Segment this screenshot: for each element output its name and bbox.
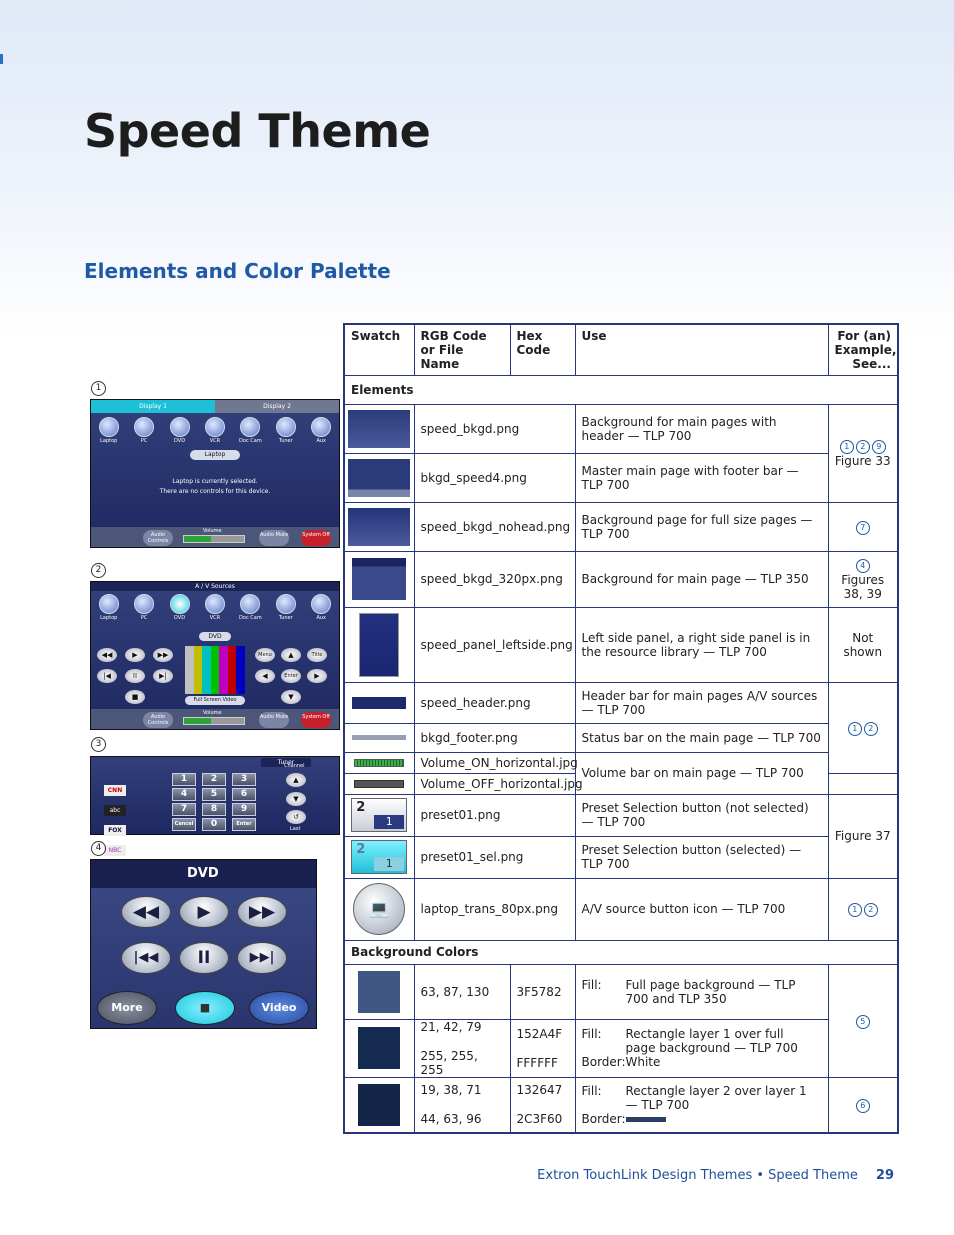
table-row: [344, 794, 898, 836]
stop-button[interactable]: ■: [125, 690, 145, 704]
selected-source-pill: DVD: [199, 632, 231, 641]
example-ref: 4 Figures 38, 39: [828, 551, 898, 607]
key-4[interactable]: 4: [172, 788, 196, 801]
key-6[interactable]: 6: [232, 788, 256, 801]
audio-controls-button[interactable]: Audio Controls: [143, 712, 173, 728]
header-background: [0, 0, 954, 340]
right-button[interactable]: ▶: [307, 669, 327, 683]
last-channel-button[interactable]: ↺: [286, 810, 306, 824]
use-text: A/V source button icon — TLP 700: [575, 878, 828, 940]
down-button[interactable]: ▼: [281, 690, 301, 704]
doc-cam-icon: [240, 417, 260, 437]
example-ref: 7: [828, 502, 898, 551]
use-text: Fill: Full page background — TLP 700 and TLP 350: [575, 964, 828, 1019]
example-ref: 1 2: [828, 682, 898, 773]
swatch-speed-bkgd: [344, 404, 414, 453]
file-name: laptop_trans_80px.png: [414, 878, 575, 940]
previous-chapter-button[interactable]: |◀◀: [121, 942, 171, 974]
source-vcr[interactable]: VCR: [200, 417, 230, 444]
pause-button[interactable]: II: [125, 669, 145, 683]
file-name: preset01.png: [414, 794, 575, 836]
av-sources-header: A / V Sources: [91, 582, 339, 591]
header-rgb: RGB Code or File Name: [414, 324, 510, 375]
use-text: Status bar on the main page — TLP 700: [575, 723, 828, 752]
fast-forward-button[interactable]: ▶▶: [153, 648, 173, 662]
swatch-volume-on: [344, 752, 414, 773]
laptop-icon: [99, 417, 119, 437]
volume-bar[interactable]: [183, 717, 245, 725]
source-laptop[interactable]: Laptop: [94, 417, 124, 444]
border-color-swatch: [626, 1117, 666, 1122]
enter-key[interactable]: Enter: [232, 818, 256, 831]
next-chapter-button[interactable]: ▶▶|: [237, 942, 287, 974]
swatch-bkgd-320px: [344, 551, 414, 607]
screen-number-2: 2: [91, 563, 106, 578]
pause-button[interactable]: II: [179, 942, 229, 974]
pc-icon: [134, 594, 154, 614]
file-name: speed_panel_leftside.png: [414, 607, 575, 682]
doc-cam-icon: [240, 594, 260, 614]
channel-label: Channel: [284, 763, 305, 769]
last-label: Last: [290, 826, 301, 832]
logo-fox[interactable]: FOX: [104, 825, 126, 836]
key-8[interactable]: 8: [202, 803, 226, 816]
more-button[interactable]: More: [97, 991, 157, 1025]
tuner-icon: [276, 594, 296, 614]
menu-button[interactable]: Menu: [255, 648, 275, 662]
next-button[interactable]: ▶|: [153, 669, 173, 683]
system-off-button[interactable]: System Off: [301, 712, 331, 728]
header-example: For (an) Example, See...: [828, 324, 898, 375]
tab-display-2[interactable]: Display 2: [215, 400, 339, 413]
source-dvd[interactable]: DVD: [165, 417, 195, 444]
elements-section-label: Elements: [344, 375, 898, 404]
rewind-button[interactable]: ◀◀: [97, 648, 117, 662]
rgb-code: 21, 42, 79 255, 255, 255: [414, 1019, 510, 1077]
screen-2: [90, 581, 340, 730]
color-bars-preview: [185, 646, 245, 694]
use-text: Background for main page — TLP 350: [575, 551, 828, 607]
use-text: Header bar for main pages A/V sources — TLP 700: [575, 682, 828, 723]
edge-marker: [0, 54, 3, 64]
dvd-header: DVD: [91, 860, 316, 888]
use-text: Fill: Rectangle layer 2 over layer 1 — TLP 700 Border:: [575, 1077, 828, 1133]
example-ref: 1 2 9 Figure 33: [828, 404, 898, 502]
table-row: [344, 502, 898, 551]
swatch-color-3f5782: [344, 964, 414, 1019]
selected-source-pill: Laptop: [190, 450, 240, 460]
key-5[interactable]: 5: [202, 788, 226, 801]
use-text: Volume bar on main page — TLP 700: [575, 752, 828, 794]
example-ref: 6: [828, 1077, 898, 1133]
table-row: [344, 607, 898, 682]
enter-button[interactable]: Enter: [281, 669, 301, 683]
hex-code: 132647 2C3F60: [510, 1077, 575, 1133]
screen-number-1: 1: [91, 381, 106, 396]
logo-cnn[interactable]: CNN: [104, 785, 126, 796]
dvd-icon: [170, 594, 190, 614]
header-swatch: Swatch: [344, 324, 414, 375]
color-row: [344, 1077, 898, 1133]
screen-1: [90, 399, 340, 548]
example-ref: 1 2: [828, 878, 898, 940]
footer-text: Extron TouchLink Design Themes • Speed Theme: [537, 1168, 858, 1183]
stop-button[interactable]: ■: [175, 991, 235, 1025]
rewind-button[interactable]: ◀◀: [121, 896, 171, 928]
color-row: [344, 964, 898, 1019]
rgb-code: 63, 87, 130: [414, 964, 510, 1019]
swatch-bkgd-speed4: [344, 453, 414, 502]
color-row: [344, 1019, 898, 1077]
logo-abc[interactable]: abc: [104, 805, 126, 816]
page-number: 29: [875, 1168, 894, 1183]
file-name: bkgd_footer.png: [414, 723, 575, 752]
swatch-bkgd-nohead: [344, 502, 414, 551]
system-off-button[interactable]: System Off: [301, 530, 331, 546]
aux-icon: [311, 417, 331, 437]
volume-label: Volume: [203, 710, 222, 716]
header-use: Use: [575, 324, 828, 375]
table-row: [344, 404, 898, 453]
tuner-header: Tuner: [261, 758, 311, 767]
use-text: Fill: Rectangle layer 1 over full page background — TLP 700 Border:White: [575, 1019, 828, 1077]
footer-bar: [91, 527, 339, 547]
file-name: preset01_sel.png: [414, 836, 575, 878]
table-row: [344, 752, 898, 773]
key-3[interactable]: 3: [232, 773, 256, 786]
key-1[interactable]: 1: [172, 773, 196, 786]
table-header-row: [344, 324, 898, 375]
swatch-speed-header: [344, 682, 414, 723]
swatch-preset01: 2 1: [344, 794, 414, 836]
aux-icon: [311, 594, 331, 614]
table-row: [344, 723, 898, 752]
previous-button[interactable]: |◀: [97, 669, 117, 683]
channel-down-button[interactable]: ▼: [286, 792, 306, 806]
screen-number-3: 3: [91, 737, 106, 752]
volume-label: Volume: [203, 528, 222, 534]
use-text: Preset Selection button (not selected) — TLP 700: [575, 794, 828, 836]
status-message-2: There are no controls for this device.: [159, 488, 271, 495]
example-ref: Figure 37: [828, 794, 898, 878]
table-row: [344, 878, 898, 940]
file-name: speed_bkgd.png: [414, 404, 575, 453]
file-name: speed_bkgd_nohead.png: [414, 502, 575, 551]
use-text: Background page for full size pages — TLP 700: [575, 502, 828, 551]
background-colors-section-label: Background Colors: [344, 940, 898, 964]
key-2[interactable]: 2: [202, 773, 226, 786]
dvd-icon: [170, 417, 190, 437]
swatch-bkgd-footer: [344, 723, 414, 752]
audio-controls-button[interactable]: Audio Controls: [143, 530, 173, 546]
source-pc[interactable]: PC: [129, 417, 159, 444]
table-row: [344, 682, 898, 723]
screen-4: [90, 859, 317, 1029]
cancel-key[interactable]: Cancel: [172, 818, 196, 831]
footer-bar: [91, 709, 339, 729]
example-ref: 5: [828, 964, 898, 1077]
table-row: [344, 453, 898, 502]
use-text: Background for main pages with header — TLP 700: [575, 404, 828, 453]
source-dvd[interactable]: DVD: [165, 594, 195, 621]
table-row: [344, 836, 898, 878]
logo-nbc[interactable]: NBC: [104, 845, 126, 856]
file-name: Volume_OFF_horizontal.jpg: [414, 773, 575, 794]
tab-display-1[interactable]: Display 1: [91, 400, 215, 413]
file-name: speed_bkgd_320px.png: [414, 551, 575, 607]
source-doc-cam[interactable]: Doc Cam: [235, 417, 265, 444]
use-text: Preset Selection button (selected) — TLP 700: [575, 836, 828, 878]
table-row: [344, 551, 898, 607]
swatch-laptop-trans: [344, 878, 414, 940]
up-button[interactable]: ▲: [281, 648, 301, 662]
status-message-1: Laptop is currently selected.: [172, 478, 258, 485]
swatch-color-152a4f: [344, 1019, 414, 1077]
example-ref: Not shown: [828, 607, 898, 682]
swatch-volume-off: [344, 773, 414, 794]
play-button[interactable]: ▶: [179, 896, 229, 928]
full-screen-video-button[interactable]: Full Screen Video: [185, 696, 245, 705]
hex-code: 152A4F FFFFFF: [510, 1019, 575, 1077]
source-aux[interactable]: Aux: [306, 594, 336, 621]
source-tuner[interactable]: Tuner: [271, 594, 301, 621]
screen-3: [90, 756, 340, 854]
source-vcr[interactable]: VCR: [200, 594, 230, 621]
header-hex: Hex Code: [510, 324, 575, 375]
swatch-preset01-sel: 2 1: [344, 836, 414, 878]
swatch-color-132647: [344, 1077, 414, 1133]
left-button[interactable]: ◀: [255, 669, 275, 683]
key-9[interactable]: 9: [232, 803, 256, 816]
channel-up-button[interactable]: ▲: [286, 773, 306, 787]
title-button[interactable]: Title: [307, 648, 327, 662]
file-name: bkgd_speed4.png: [414, 453, 575, 502]
vcr-icon: [205, 417, 225, 437]
pc-icon: [134, 417, 154, 437]
section-title: Elements and Color Palette: [84, 259, 391, 283]
file-name: speed_header.png: [414, 682, 575, 723]
source-aux[interactable]: Aux: [306, 417, 336, 444]
source-tuner[interactable]: Tuner: [271, 417, 301, 444]
screen-number-4: 4: [91, 841, 106, 856]
vcr-icon: [205, 594, 225, 614]
palette-table: [343, 323, 899, 1134]
page-footer: [537, 1168, 894, 1183]
audio-mute-button[interactable]: Audio Mute: [259, 530, 289, 546]
rgb-code: 19, 38, 71 44, 63, 96: [414, 1077, 510, 1133]
file-name: Volume_ON_horizontal.jpg: [414, 752, 575, 773]
page-title: Speed Theme: [84, 104, 431, 158]
laptop-icon: 💻: [353, 883, 405, 935]
source-pc[interactable]: PC: [129, 594, 159, 621]
play-button[interactable]: ▶: [125, 648, 145, 662]
source-laptop[interactable]: Laptop: [94, 594, 124, 621]
swatch-panel-leftside: [344, 607, 414, 682]
video-button[interactable]: Video: [249, 991, 309, 1025]
laptop-icon: [99, 594, 119, 614]
audio-mute-button[interactable]: Audio Mute: [259, 712, 289, 728]
source-doc-cam[interactable]: Doc Cam: [235, 594, 265, 621]
key-7[interactable]: 7: [172, 803, 196, 816]
tuner-icon: [276, 417, 296, 437]
use-text: Master main page with footer bar — TLP 700: [575, 453, 828, 502]
use-text: Left side panel, a right side panel is in the resource library — TLP 700: [575, 607, 828, 682]
key-0[interactable]: 0: [202, 818, 226, 831]
volume-bar[interactable]: [183, 535, 245, 543]
fast-forward-button[interactable]: ▶▶: [237, 896, 287, 928]
hex-code: 3F5782: [510, 964, 575, 1019]
